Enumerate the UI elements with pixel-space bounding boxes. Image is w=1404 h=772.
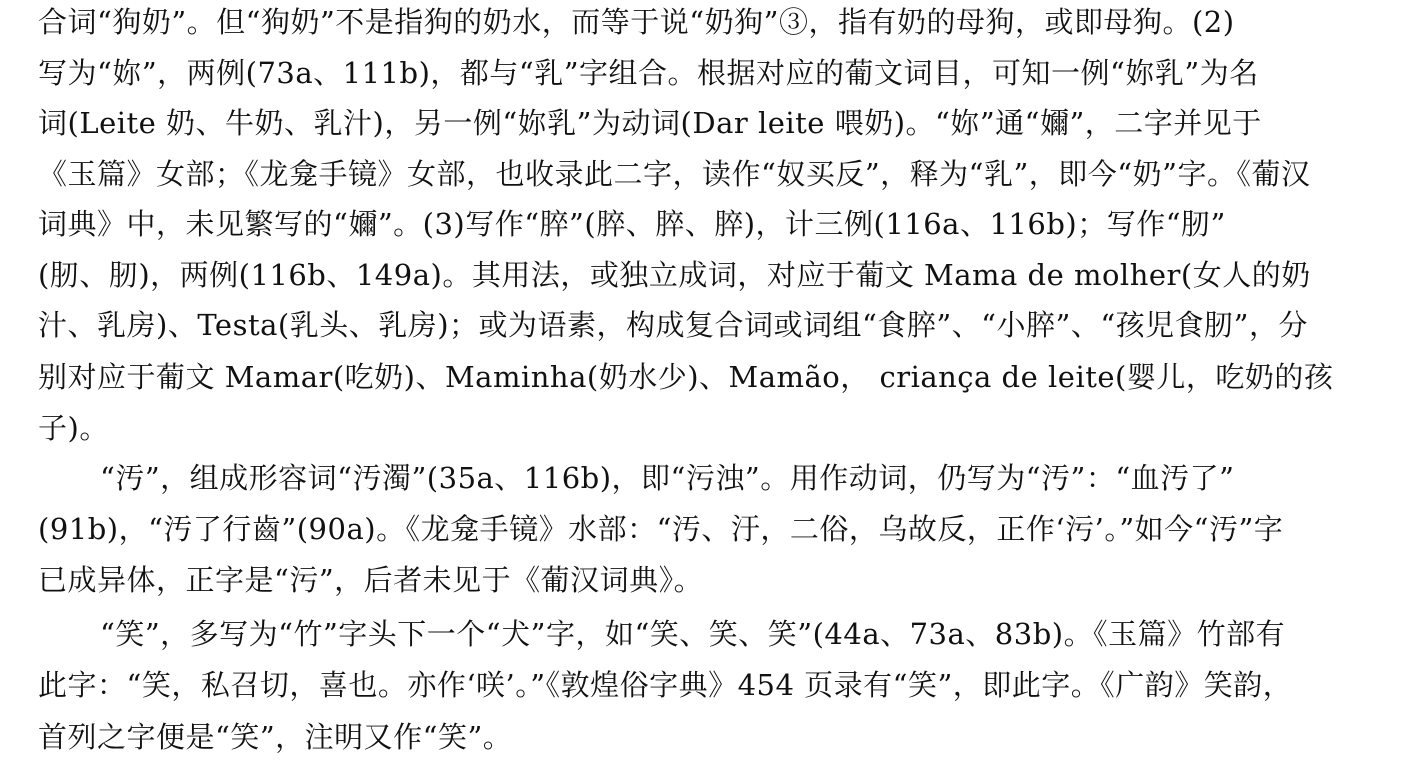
text-line: 《玉篇》女部；《龙龛手镜》女部，也收录此二字，读作“奴买反”，释为“乳”，即今“奶”字。《葡汉 xyxy=(38,157,1311,191)
paragraph-start-line: “汚”，组成形容词“汚濁”(35a、116b)，即“污浊”。用作动词，仍写为“汚”：“血汚了” xyxy=(100,461,1235,495)
text-line: 首列之字便是“笑”，注明又作“笑”。 xyxy=(38,720,513,754)
text-line: (肕、肕)，两例(116b、149a)。其用法，或独立成词，对应于葡文 Mama de molher(女人的奶 xyxy=(38,258,1311,292)
text-line: 已成异体，正字是“污”，后者未见于《葡汉词典》。 xyxy=(38,563,704,597)
text-line: 词(Leite 奶、牛奶、乳汁)，另一例“妳乳”为动词(Dar leite 喂奶)。“妳”通“嬭”，二字并见于 xyxy=(38,106,1262,140)
text-line: (91b)，“汚了行齒”(90a)。《龙龛手镜》水部：“汚、汙，二俗，乌故反，正作‘污’。”如今“汚”字 xyxy=(38,512,1284,546)
text-line: 子)。 xyxy=(38,411,109,445)
text-line: 此字：“笑，私召切，喜也。亦作‘咲’。”《敦煌俗字典》454 页录有“笑”，即此字。《广韵》笑韵， xyxy=(38,668,1293,702)
text-line: 写为“妳”，两例(73a、111b)，都与“乳”字组合。根据对应的葡文词目，可知一例“妳乳”为名 xyxy=(38,56,1259,90)
paragraph-start-line: “笑”，多写为“竹”字头下一个“犬”字，如“笑、笑、笑”(44a、73a、83b)。《玉篇》竹部有 xyxy=(100,617,1286,651)
text-line: 别对应于葡文 Mamar(吃奶)、Maminha(奶水少)、Mamão， criança de leite(婴儿，吃奶的孩 xyxy=(38,360,1334,394)
text-line: 汁、乳房)、Testa(乳头、乳房)；或为语素，构成复合词或词组“食脺”、“小脺”、“孩児食肕”，分 xyxy=(38,308,1308,342)
text-line: 词典》中，未见繁写的“嬭”。(3)写作“脺”(脺、脺、脺)，计三例(116a、116b)；写作“肕” xyxy=(38,207,1226,241)
text-line: 合词“狗奶”。但“狗奶”不是指狗的奶水，而等于说“奶狗”③，指有奶的母狗，或即母狗。(2) xyxy=(38,5,1235,39)
